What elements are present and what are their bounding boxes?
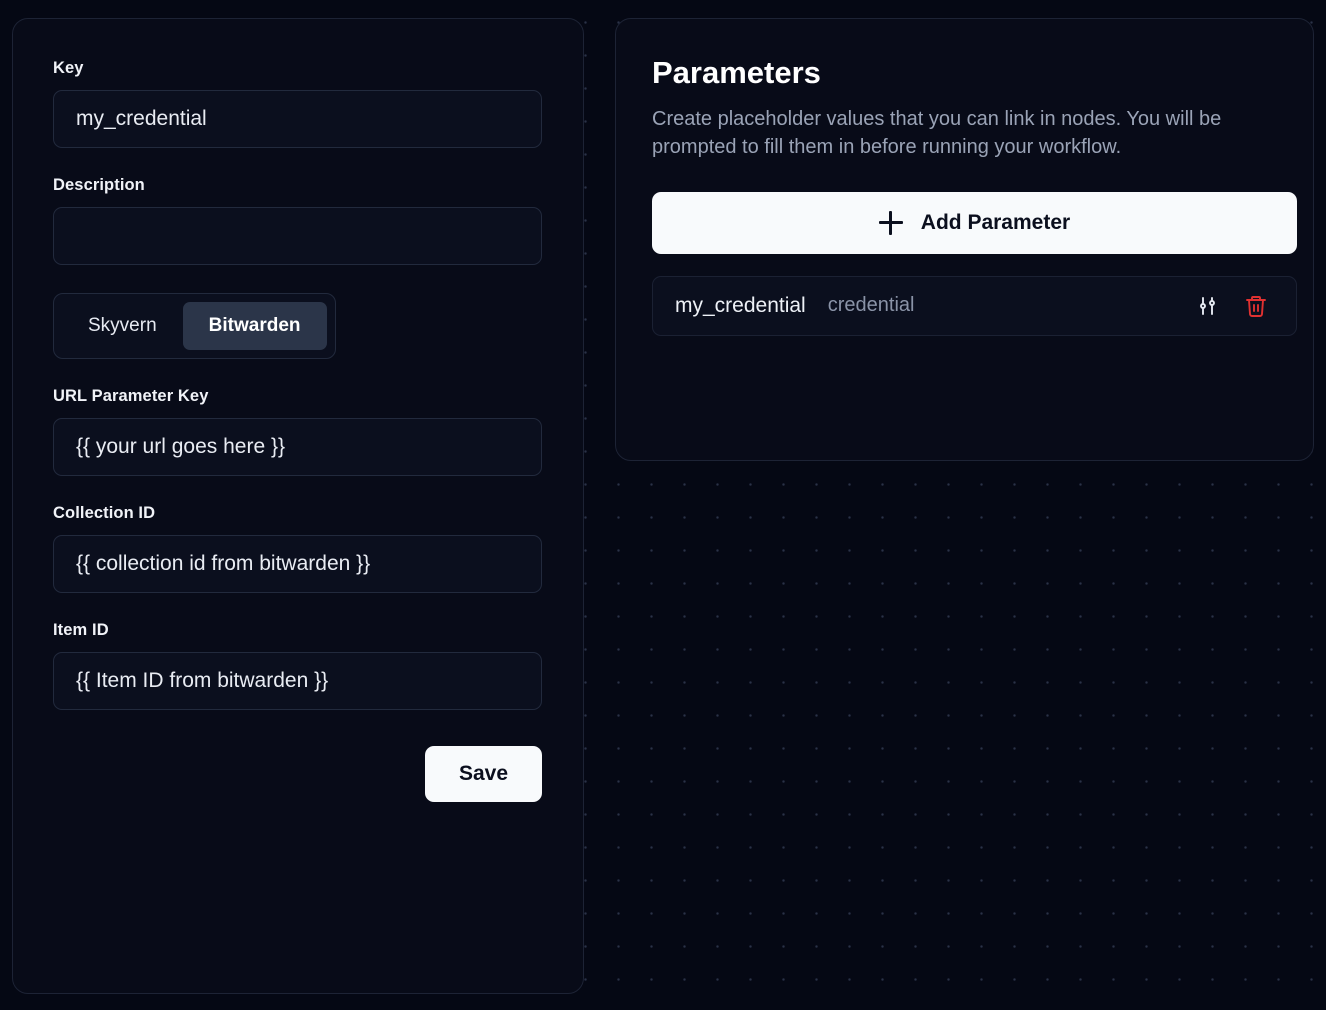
parameter-list-item[interactable] [652,276,1297,336]
parameter-type: credential [827,294,915,317]
plus-icon [879,211,903,235]
description-input[interactable] [53,207,542,265]
save-button[interactable]: Save [425,746,542,802]
sliders-icon[interactable] [1190,290,1226,322]
toggle-bitwarden[interactable]: Bitwarden [183,302,327,350]
parameter-key: my_credential [675,293,806,317]
credential-source-toggle-group[interactable] [53,293,336,359]
add-parameter-label: Add Parameter [920,210,1071,234]
description-label: Description [53,176,145,194]
toggle-skyvern[interactable]: Skyvern [62,302,183,350]
key-input[interactable] [53,90,542,148]
key-label: Key [53,59,84,77]
item-id-input[interactable] [53,652,542,710]
parameters-title: Parameters [652,55,821,90]
parameters-description: Create placeholder values that you can link in nodes. You will be prompted to fill them in before running your workflow. [652,108,1222,159]
trash-icon[interactable] [1238,290,1274,322]
credential-form-panel [12,18,584,994]
parameters-panel [615,18,1314,461]
url-parameter-key-label: URL Parameter Key [53,387,209,405]
collection-id-label: Collection ID [53,504,156,522]
collection-id-input[interactable] [53,535,542,593]
item-id-label: Item ID [53,621,109,639]
url-parameter-key-input[interactable] [53,418,542,476]
add-parameter-button[interactable] [652,192,1297,254]
